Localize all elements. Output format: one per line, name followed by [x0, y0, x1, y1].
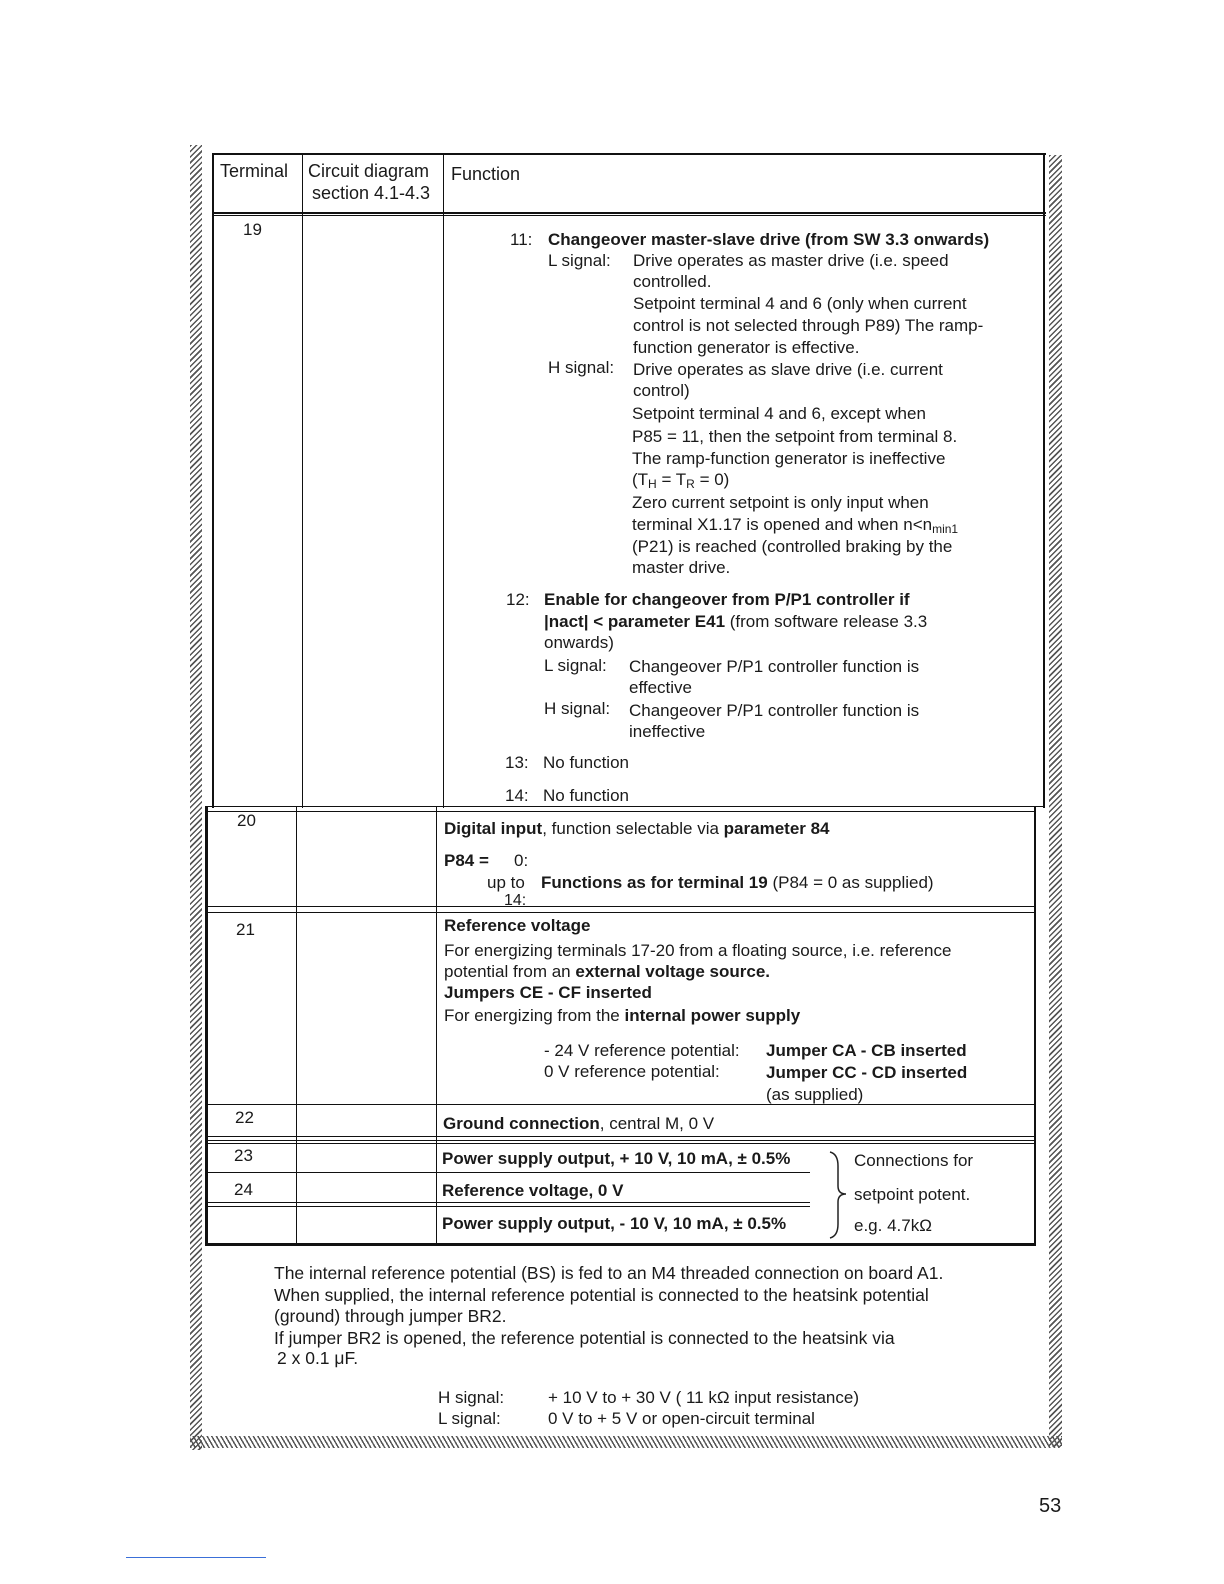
- row21-title: Reference voltage: [444, 916, 591, 935]
- item-12-h-label: H signal:: [544, 699, 611, 718]
- row23-text: Power supply output, + 10 V, 10 mA, ± 0.5%: [442, 1149, 791, 1168]
- h-signal-value: + 10 V to + 30 V ( 11 kΩ input resistance): [548, 1388, 860, 1407]
- item-11-number: 11:: [510, 230, 533, 249]
- item-11-h-line: Setpoint terminal 4 and 6, except when: [632, 404, 926, 423]
- terminal-19: 19: [243, 220, 262, 239]
- p84-fourteen: 14:: [504, 892, 527, 909]
- bottom-hatched-border: [190, 1436, 1062, 1448]
- item-13-text: No function: [543, 753, 629, 772]
- note-line: 2 x 0.1 μF.: [277, 1348, 359, 1368]
- note-line: If jumper BR2 is opened, the reference potential is connected to the heatsink via: [274, 1328, 895, 1348]
- item-12-l-line: effective: [629, 678, 693, 697]
- item-11-h-label: H signal:: [548, 358, 615, 377]
- p84-zero: 0:: [514, 851, 529, 870]
- col-divider-2-lower: [436, 806, 437, 1246]
- table-left-border-upper: [212, 153, 214, 808]
- functions-text: Functions as for terminal 19 (P84 = 0 as supplied): [541, 873, 934, 892]
- row22-bottom: [207, 1136, 1036, 1137]
- terminal-22: 22: [235, 1108, 254, 1127]
- table-right-border-upper: [1043, 153, 1045, 808]
- right-hatched-border: [1049, 155, 1062, 1447]
- header-divider-2: [212, 215, 1046, 216]
- item-11-l-line: function generator is effective.: [633, 338, 860, 357]
- row24-text: Reference voltage, 0 V: [442, 1181, 624, 1200]
- item-11-l-line: Drive operates as master drive (i.e. speed: [633, 251, 949, 270]
- row21-line3: Jumpers CE - CF inserted: [444, 983, 652, 1002]
- ref-0v: 0 V reference potential:: [544, 1062, 720, 1081]
- row20-bottom: [207, 906, 1036, 907]
- jumper-cc-cd: Jumper CC - CD inserted: [766, 1063, 968, 1082]
- item-12-line2: |nact| < parameter E41 (from software release 3.3: [544, 612, 928, 631]
- col-divider-2-upper: [443, 153, 444, 808]
- row24-bottom: [207, 1202, 810, 1203]
- row22-text: Ground connection, central M, 0 V: [443, 1114, 715, 1133]
- row21-top: [207, 912, 1036, 913]
- item-11-h-line: P85 = 11, then the setpoint from terminal 8.: [632, 427, 958, 446]
- item-12-l-label: L signal:: [544, 656, 607, 675]
- terminal-20: 20: [237, 811, 256, 830]
- table-bottom-border: [205, 1243, 1036, 1246]
- item-11-l-line: controlled.: [633, 272, 712, 291]
- item-12-l-line: Changeover P/P1 controller function is: [629, 657, 920, 676]
- table-top-border: [212, 153, 1046, 155]
- th-tr-formula: $(T_H = T_R = 0)$: [632, 470, 730, 491]
- row23-top-a: [207, 1140, 1036, 1141]
- page-number: 53: [1039, 1495, 1062, 1517]
- zero-setpoint-line: (P21) is reached (controlled braking by the: [632, 537, 953, 556]
- item-12-line3: onwards): [544, 633, 614, 652]
- p84-label: P84 =: [444, 851, 489, 870]
- item-11-l-label: L signal:: [548, 251, 611, 270]
- table-left-border-lower: [205, 806, 208, 1246]
- item-11-h-line: The ramp-function generator is ineffective: [632, 449, 946, 468]
- header-terminal: Terminal: [220, 161, 289, 181]
- row25-top: [207, 1206, 810, 1207]
- header-circuit-line1: Circuit diagram: [308, 161, 430, 181]
- row21-line1: For energizing terminals 17-20 from a floating source, i.e. reference: [444, 941, 952, 960]
- jumper-ca-cb: Jumper CA - CB inserted: [766, 1041, 967, 1060]
- ref-24v: - 24 V reference potential:: [544, 1041, 740, 1060]
- item-11-l-line: control is not selected through P89) The ramp-: [633, 316, 984, 335]
- row23-bottom: [207, 1172, 810, 1173]
- h-signal-label: H signal:: [438, 1388, 505, 1407]
- note-line: When supplied, the internal reference potential is connected to the heatsink potential: [274, 1285, 929, 1305]
- header-circuit-line2: section 4.1-4.3: [312, 183, 431, 203]
- terminal-23: 23: [234, 1146, 253, 1165]
- item-12-title: Enable for changeover from P/P1 controller if: [544, 590, 910, 609]
- zero-setpoint-line: master drive.: [632, 558, 731, 577]
- zero-setpoint-line: terminal X1.17 is opened and when $n<n_{min1}$: [632, 515, 959, 536]
- header-divider: [212, 212, 1046, 214]
- note-line: (ground) through jumper BR2.: [274, 1306, 507, 1326]
- row20-top: [207, 811, 1036, 812]
- connections-line: Connections for: [854, 1151, 974, 1170]
- connections-line: setpoint potent.: [854, 1185, 971, 1204]
- item-12-h-line: ineffective: [629, 722, 706, 741]
- l-signal-value: 0 V to + 5 V or open-circuit terminal: [548, 1409, 815, 1428]
- header-function: Function: [451, 164, 521, 184]
- item-14-text: No function: [543, 786, 629, 805]
- item-11-h-line: Drive operates as slave drive (i.e. current: [633, 360, 943, 379]
- terminal-21: 21: [236, 920, 255, 939]
- row21-line2: potential from an external voltage source.: [444, 962, 770, 981]
- connections-line: e.g. 4.7kΩ: [854, 1216, 932, 1235]
- l-signal-label: L signal:: [438, 1409, 501, 1428]
- col-divider-1-lower: [296, 806, 297, 1246]
- note-line: The internal reference potential (BS) is fed to an M4 threaded connection on board A1.: [274, 1263, 944, 1283]
- item-11-l-line: Setpoint terminal 4 and 6 (only when current: [633, 294, 967, 313]
- up-to-label: up to: [487, 873, 525, 892]
- row25-text: Power supply output, - 10 V, 10 mA, ± 0.5%: [442, 1214, 787, 1233]
- col-divider-1-upper: [302, 153, 303, 808]
- right-brace-icon: [826, 1150, 850, 1240]
- row21-line4: For energizing from the internal power supply: [444, 1006, 801, 1025]
- item-12-h-line: Changeover P/P1 controller function is: [629, 701, 920, 720]
- zero-setpoint-line: Zero current setpoint is only input when: [632, 493, 929, 512]
- as-supplied: (as supplied): [766, 1085, 864, 1104]
- item-11-title: Changeover master-slave drive (from SW 3.3 onwards): [548, 230, 990, 249]
- item-14-number: 14:: [505, 786, 529, 805]
- left-hatched-border: [190, 145, 202, 1450]
- row21-bottom: [207, 1104, 1036, 1105]
- item-12-number: 12:: [506, 590, 530, 609]
- table-right-border-lower: [1034, 806, 1036, 1246]
- row23-top-b: [207, 1143, 1036, 1144]
- footer-link-line: [126, 1557, 266, 1558]
- item-13-number: 13:: [505, 753, 529, 772]
- item-11-h-line: control): [633, 381, 690, 400]
- terminal-24: 24: [234, 1180, 253, 1199]
- row20-title: Digital input, function selectable via parameter 84: [444, 819, 830, 838]
